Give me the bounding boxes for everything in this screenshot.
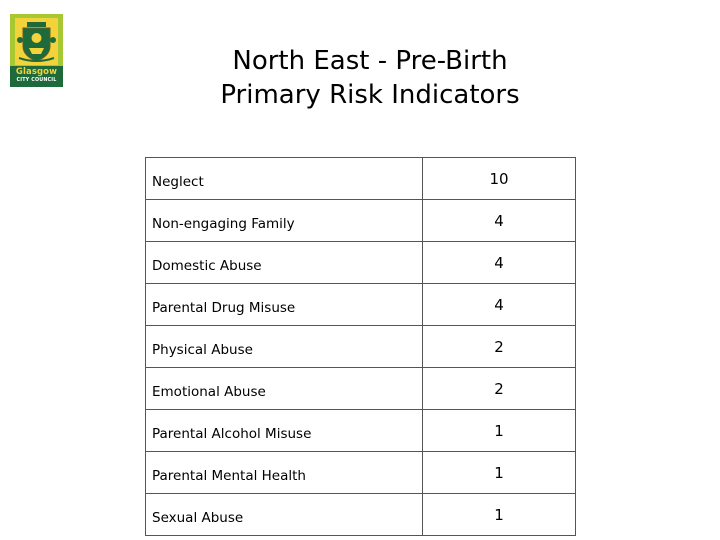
row-value: 4 bbox=[423, 200, 576, 242]
logo-crest bbox=[15, 18, 58, 65]
table-row bbox=[146, 452, 576, 494]
risk-indicators-table bbox=[145, 157, 576, 536]
row-value: 1 bbox=[423, 494, 576, 536]
row-label: Emotional Abuse bbox=[146, 368, 423, 410]
table-row bbox=[146, 284, 576, 326]
row-label: Neglect bbox=[146, 158, 423, 200]
glasgow-city-council-logo bbox=[10, 14, 63, 87]
row-label: Domestic Abuse bbox=[146, 242, 423, 284]
title-line-1: North East - Pre-Birth bbox=[232, 46, 508, 76]
table-row bbox=[146, 326, 576, 368]
row-label: Sexual Abuse bbox=[146, 494, 423, 536]
row-label: Parental Drug Misuse bbox=[146, 284, 423, 326]
table-row bbox=[146, 242, 576, 284]
crest-icon bbox=[15, 18, 58, 65]
logo-name: Glasgow bbox=[15, 67, 58, 77]
row-label: Parental Mental Health bbox=[146, 452, 423, 494]
row-value: 1 bbox=[423, 410, 576, 452]
row-label: Parental Alcohol Misuse bbox=[146, 410, 423, 452]
table-row bbox=[146, 158, 576, 200]
row-value: 2 bbox=[423, 368, 576, 410]
table-row bbox=[146, 368, 576, 410]
row-value: 4 bbox=[423, 242, 576, 284]
title-line-2: Primary Risk Indicators bbox=[220, 80, 520, 110]
page-title bbox=[170, 44, 570, 112]
row-value: 10 bbox=[423, 158, 576, 200]
row-value: 4 bbox=[423, 284, 576, 326]
row-label: Physical Abuse bbox=[146, 326, 423, 368]
logo-subtitle: CITY COUNCIL bbox=[16, 78, 57, 83]
row-value: 2 bbox=[423, 326, 576, 368]
row-label: Non-engaging Family bbox=[146, 200, 423, 242]
row-value: 1 bbox=[423, 452, 576, 494]
table-row bbox=[146, 410, 576, 452]
table-row bbox=[146, 200, 576, 242]
table-row bbox=[146, 494, 576, 536]
